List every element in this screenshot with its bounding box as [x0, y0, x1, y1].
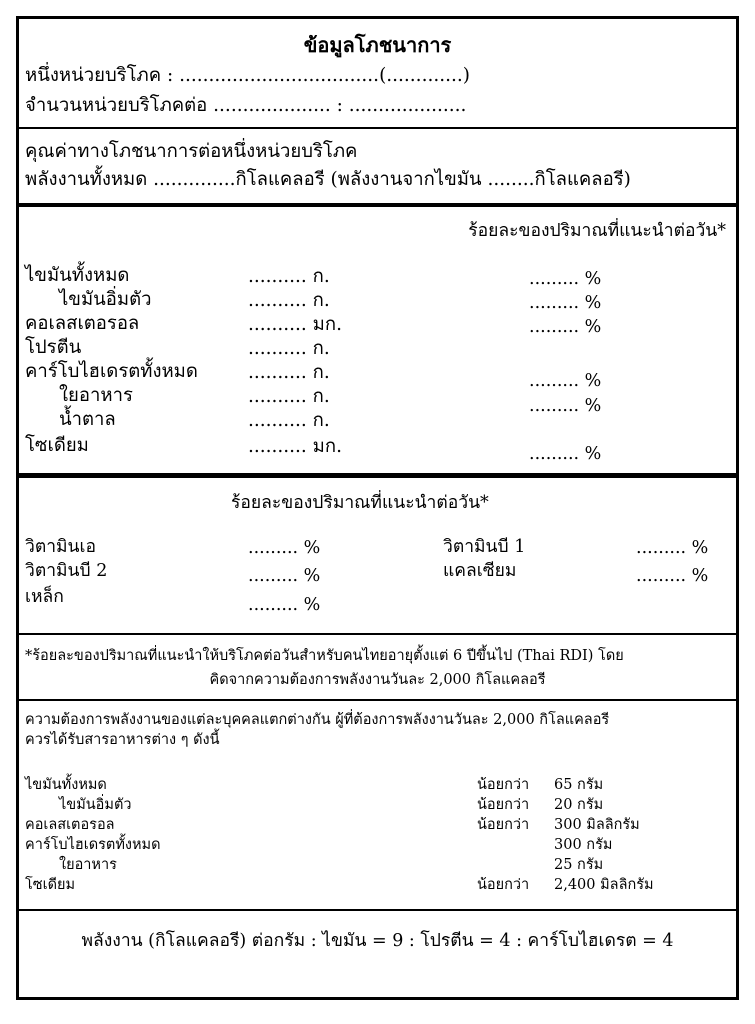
nutrient-amount: .......... มก. — [248, 436, 342, 457]
nutrient-amount: .......... ก. — [248, 410, 330, 431]
nutrient-name: ใยอาหาร — [59, 385, 133, 406]
nutrient-name: คอเลสเตอรอล — [25, 313, 140, 334]
requirements-intro-line1: ความต้องการพลังงานของแต่ละบุคคลแตกต่างกัน ผู้ที่ต้องการพลังงานวันละ 2,000 กิโลแคลอรี — [25, 712, 610, 728]
nutrient-percent: ......... % — [529, 371, 602, 391]
nutrient-amount: .......... ก. — [248, 362, 330, 383]
nutrient-percent: ......... % — [529, 317, 602, 337]
vitamin-name: เหล็ก — [25, 587, 64, 607]
vitamin-name: วิตามินเอ — [25, 537, 97, 557]
nutrient-name: โปรตีน — [25, 337, 82, 358]
nutrient-amount: .......... มก. — [248, 314, 342, 335]
requirement-value: 2,400 มิลลิกรัม — [554, 877, 654, 893]
divider — [19, 909, 736, 911]
rdi-footnote-line2: คิดจากความต้องการพลังงานวันละ 2,000 กิโลแคลอรี — [209, 672, 546, 688]
requirement-name: ใยอาหาร — [59, 857, 117, 873]
nutrient-amount: .......... ก. — [248, 386, 330, 407]
requirement-value: 300 มิลลิกรัม — [554, 817, 640, 833]
vitamin-percent: ......... % — [248, 538, 321, 558]
nutrient-percent: ......... % — [529, 269, 602, 289]
requirement-value: 20 กรัม — [554, 797, 604, 813]
requirement-name: คอเลสเตอรอล — [25, 817, 115, 833]
requirement-name: ไขมันอิ่มตัว — [59, 797, 132, 813]
nutrient-name: คาร์โบไฮเดรตทั้งหมด — [25, 361, 198, 382]
requirement-name: โซเดียม — [25, 877, 76, 893]
nutrition-label — [16, 16, 739, 1000]
vitamin-percent: ......... % — [248, 566, 321, 586]
vitamin-name: วิตามินบี 2 — [25, 561, 108, 581]
requirement-qualifier: น้อยกว่า — [477, 877, 530, 893]
vitamin-name: วิตามินบี 1 — [443, 537, 526, 557]
vitamin-percent: ......... % — [248, 595, 321, 615]
servings-per-line: จำนวนหน่วยบริโภคต่อ .................... : .................... — [25, 95, 467, 116]
vitamin-percent: ......... % — [636, 538, 709, 558]
serving-size-line: หนึ่งหน่วยบริโภค : ..................................(.............) — [25, 65, 470, 86]
nutrient-name: ไขมันอิ่มตัว — [59, 289, 152, 310]
requirement-qualifier: น้อยกว่า — [477, 797, 530, 813]
requirement-value: 65 กรัม — [554, 777, 604, 793]
nutrient-percent: ......... % — [529, 444, 602, 464]
vitamin-name: แคลเซียม — [443, 561, 517, 581]
requirement-name: คาร์โบไฮเดรตทั้งหมด — [25, 837, 161, 853]
nutrient-amount: .......... ก. — [248, 290, 330, 311]
requirement-value: 25 กรัม — [554, 857, 604, 873]
nutrient-name: โซเดียม — [25, 435, 89, 456]
thick-divider — [19, 203, 736, 207]
rdi-footnote-line1: *ร้อยละของปริมาณที่แนะนำให้บริโภคต่อวันสำหรับคนไทยอายุตั้งแต่ 6 ปีขึ้นไป (Thai RDI) โดย — [25, 648, 624, 664]
nutrient-amount: .......... ก. — [248, 266, 330, 287]
energy-per-gram: พลังงาน (กิโลแคลอรี) ต่อกรัม : ไขมัน = 9 : โปรตีน = 4 : คาร์โบไฮเดรต = 4 — [81, 931, 674, 951]
requirement-qualifier: น้อยกว่า — [477, 817, 530, 833]
nutrient-name: ไขมันทั้งหมด — [25, 265, 130, 286]
nutrient-percent: ......... % — [529, 396, 602, 416]
vitamin-rdi-heading: ร้อยละของปริมาณที่แนะนำต่อวัน* — [231, 493, 489, 513]
per-serving-line: คุณค่าทางโภชนาการต่อหนึ่งหน่วยบริโภค — [25, 141, 358, 162]
requirements-intro-line2: ควรได้รับสารอาหารต่าง ๆ ดังนี้ — [25, 732, 220, 748]
nutrient-percent: ......... % — [529, 293, 602, 313]
requirement-qualifier: น้อยกว่า — [477, 777, 530, 793]
divider — [19, 633, 736, 635]
nutrient-amount: .......... ก. — [248, 338, 330, 359]
total-energy-line: พลังงานทั้งหมด ..............กิโลแคลอรี (พลังงานจากไขมัน ........กิโลแคลอรี) — [25, 169, 631, 190]
requirement-value: 300 กรัม — [554, 837, 613, 853]
rdi-heading: ร้อยละของปริมาณที่แนะนำต่อวัน* — [468, 221, 726, 241]
vitamin-percent: ......... % — [636, 566, 709, 586]
thick-divider — [19, 473, 736, 478]
divider — [19, 699, 736, 701]
requirement-name: ไขมันทั้งหมด — [25, 777, 107, 793]
divider — [19, 127, 736, 129]
nutrient-name: น้ำตาล — [59, 409, 116, 430]
label-title: ข้อมูลโภชนาการ — [303, 33, 452, 57]
